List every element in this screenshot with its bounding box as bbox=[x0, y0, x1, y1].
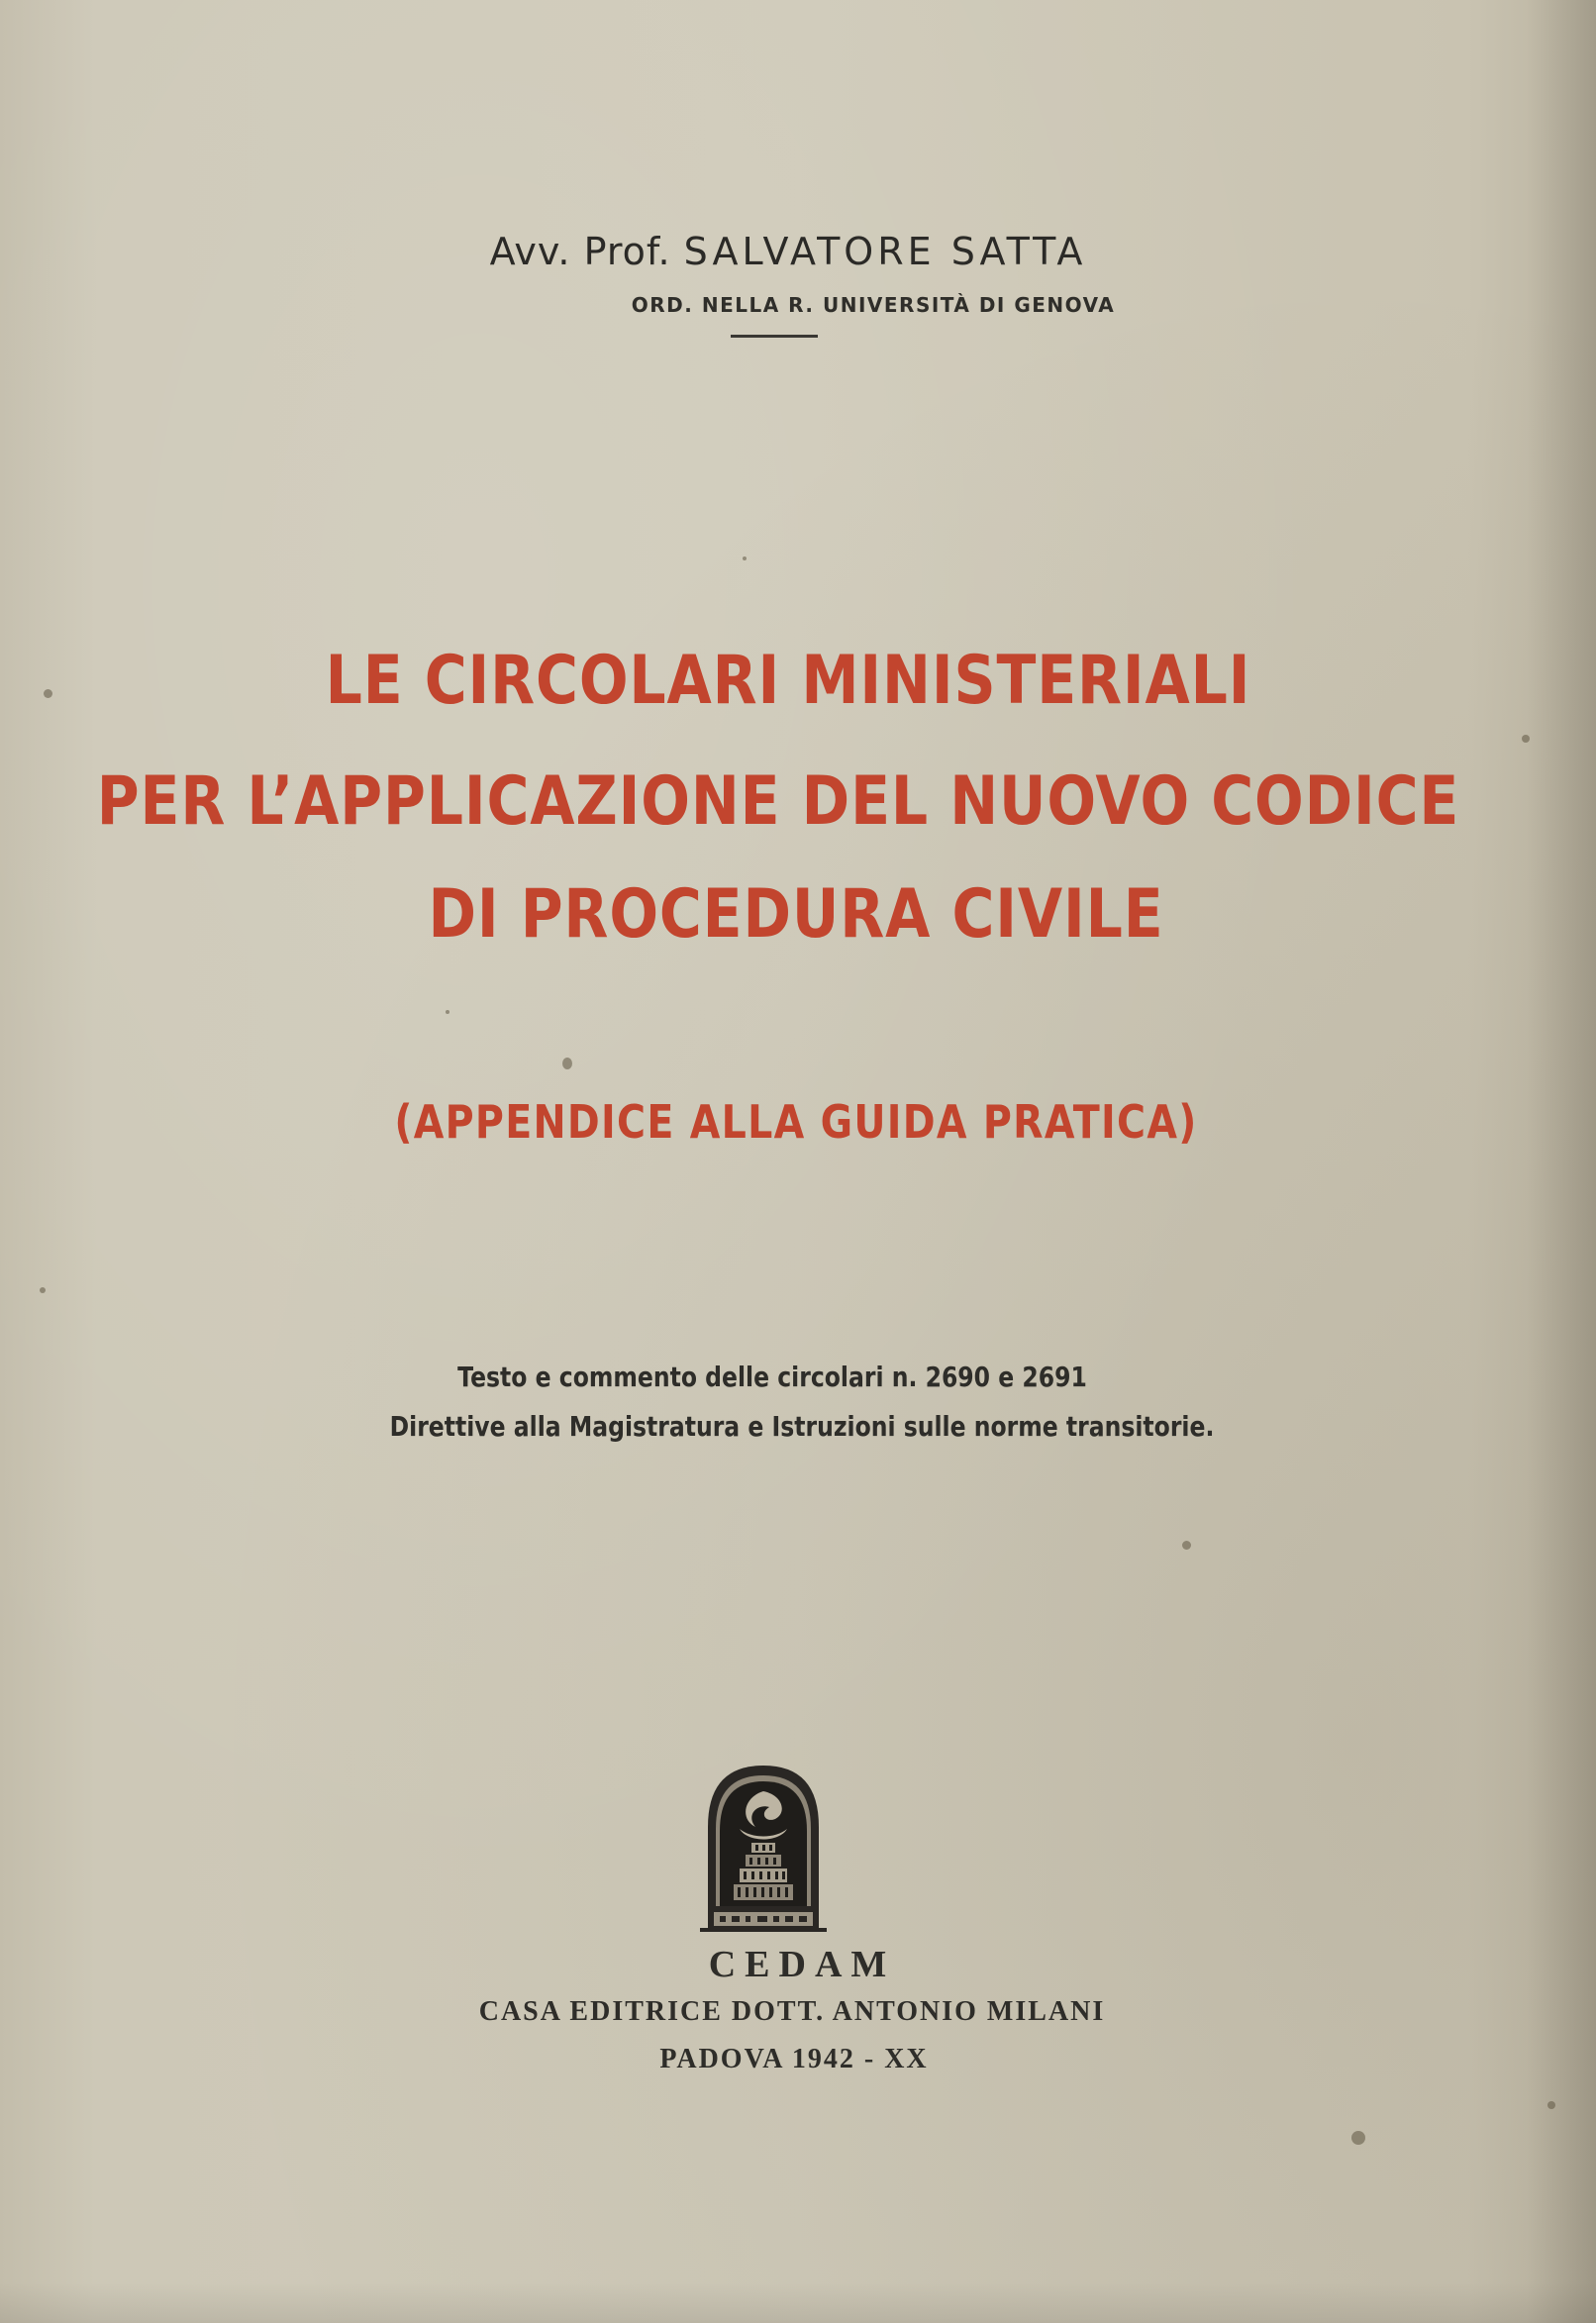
paper-spot bbox=[1547, 2101, 1555, 2109]
author-name: SALVATORE SATTA bbox=[683, 230, 1087, 273]
subtitle: (APPENDICE ALLA GUIDA PRATICA) bbox=[394, 1095, 1198, 1149]
paper-spot bbox=[1522, 735, 1530, 743]
publisher-house: CASA EDITRICE DOTT. ANTONIO MILANI bbox=[478, 1996, 1106, 2027]
cedam-publisher-emblem-icon bbox=[700, 1758, 827, 1936]
paper-spot bbox=[743, 556, 747, 560]
author-line bbox=[0, 230, 1586, 273]
paper-spot bbox=[446, 1010, 449, 1014]
title-line-1: LE CIRCOLARI MINISTERIALI bbox=[325, 642, 1251, 720]
author-affiliation: ORD. NELLA R. UNIVERSITÀ DI GENOVA bbox=[631, 293, 1116, 317]
paper-spot bbox=[44, 689, 52, 698]
title-line-3: DI PROCEDURA CIVILE bbox=[428, 875, 1164, 954]
paper-spot bbox=[40, 1287, 46, 1293]
page-bottom-edge bbox=[0, 2283, 1596, 2323]
description-line-2: Direttive alla Magistratura e Istruzioni sulle norme transitorie. bbox=[389, 1410, 1215, 1443]
paper-spot bbox=[562, 1058, 572, 1069]
divider-rule bbox=[731, 335, 818, 338]
publisher-place-year: PADOVA 1942 - XX bbox=[659, 2044, 929, 2074]
publisher-name: CEDAM bbox=[708, 1944, 896, 1985]
paper-spot bbox=[1182, 1541, 1191, 1550]
author-prefix: Avv. Prof. bbox=[489, 230, 671, 273]
title-line-2: PER L’APPLICAZIONE DEL NUOVO CODICE bbox=[96, 762, 1460, 841]
description-line-1: Testo e commento delle circolari n. 2690 e 2691 bbox=[457, 1361, 1087, 1393]
paper-spot bbox=[1351, 2131, 1365, 2145]
